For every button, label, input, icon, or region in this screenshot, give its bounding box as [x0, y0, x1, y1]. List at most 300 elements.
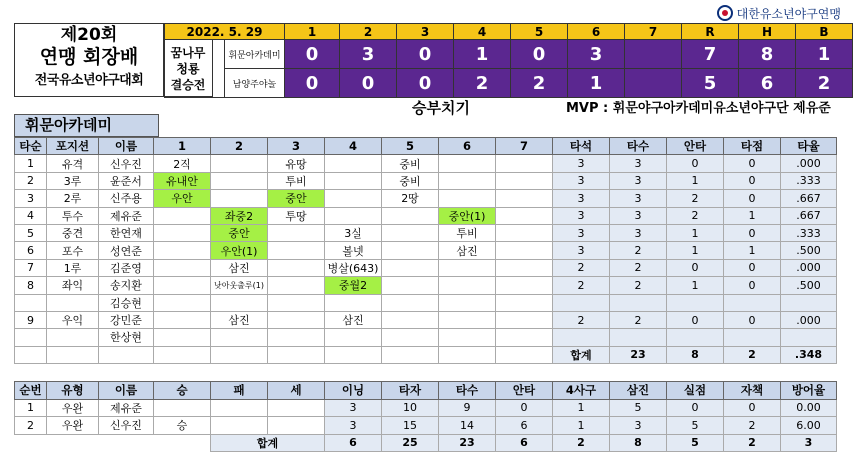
pitching-er: 2	[724, 417, 781, 435]
batting-stat-avg: .333	[781, 224, 837, 241]
batting-header-cell: 1	[154, 138, 211, 155]
total-label: 합계	[553, 346, 610, 363]
batting-header-cell: 7	[496, 138, 553, 155]
batting-order: 4	[15, 207, 47, 224]
batting-stat-avg: .500	[781, 242, 837, 259]
inning-result	[439, 155, 496, 172]
pitching-total-bb: 2	[553, 434, 610, 452]
batting-position: 포수	[47, 242, 99, 259]
score-cell: 2	[511, 69, 568, 98]
batting-position	[47, 294, 99, 311]
inning-result	[325, 207, 382, 224]
pitching-header-cell: 타수	[439, 382, 496, 400]
batting-row	[15, 172, 837, 189]
score-cell: 0	[511, 40, 568, 69]
batting-order	[15, 294, 47, 311]
hits-cell: 8	[739, 40, 796, 69]
batting-position: 중견	[47, 224, 99, 241]
pitching-ab: 9	[439, 399, 496, 417]
inning-result	[325, 190, 382, 207]
batting-stat-h	[667, 329, 724, 346]
pitching-row	[15, 399, 837, 417]
pitching-w	[154, 399, 211, 417]
hits-cell: 6	[739, 69, 796, 98]
inning-result: 우안(1)	[211, 242, 268, 259]
pitching-header-cell: 안타	[496, 382, 553, 400]
inning-result	[211, 294, 268, 311]
pitching-header-cell: 유형	[47, 382, 99, 400]
batting-stat-h: 2	[667, 207, 724, 224]
inning-result	[325, 329, 382, 346]
inning-result	[154, 311, 211, 328]
pitching-era: 0.00	[781, 399, 837, 417]
inning-result	[382, 294, 439, 311]
game-type-line1: 꿈나무	[170, 46, 206, 60]
batting-stat-avg: .000	[781, 259, 837, 276]
pitching-header-cell: 4사구	[553, 382, 610, 400]
pitching-name: 신우진	[99, 417, 154, 435]
inning-result	[154, 277, 211, 294]
bases-header: B	[796, 24, 853, 40]
batting-header-cell: 6	[439, 138, 496, 155]
pitching-era: 6.00	[781, 417, 837, 435]
pitching-r: 0	[667, 399, 724, 417]
empty-cell	[496, 346, 553, 363]
inning-result: 삼진	[211, 311, 268, 328]
tournament-title	[14, 23, 164, 97]
game-type	[164, 39, 213, 97]
batting-stat-pa: 3	[553, 224, 610, 241]
result-text: 승부치기	[412, 99, 470, 117]
batting-stat-pa: 3	[553, 172, 610, 189]
inning-result: 유내안	[154, 172, 211, 189]
inning-result	[154, 329, 211, 346]
pitching-r: 5	[667, 417, 724, 435]
batting-header-cell: 타율	[781, 138, 837, 155]
pitching-type: 우완	[47, 417, 99, 435]
pitching-header-cell: 실점	[667, 382, 724, 400]
runs-header: R	[682, 24, 739, 40]
inning-result	[382, 207, 439, 224]
inning-result	[496, 294, 553, 311]
batting-total-rbi: 2	[724, 346, 781, 363]
batting-stat-ab: 2	[610, 259, 667, 276]
inning-result	[496, 259, 553, 276]
inning-result	[154, 242, 211, 259]
batting-stat-ab: 3	[610, 207, 667, 224]
batting-stat-pa: 2	[553, 277, 610, 294]
inning-result	[325, 172, 382, 189]
pitching-header-cell: 승	[154, 382, 211, 400]
hits-header: H	[739, 24, 796, 40]
batting-stat-ab: 3	[610, 172, 667, 189]
batting-order: 8	[15, 277, 47, 294]
pitching-row	[15, 417, 837, 435]
batting-stat-h: 1	[667, 224, 724, 241]
empty-cell	[99, 346, 154, 363]
pitching-header-cell: 패	[211, 382, 268, 400]
batting-stat-h: 0	[667, 259, 724, 276]
pitching-header-cell: 이름	[99, 382, 154, 400]
batting-position: 3루	[47, 172, 99, 189]
pitching-h: 0	[496, 399, 553, 417]
batting-stat-h: 2	[667, 190, 724, 207]
pitching-total-era: 3	[781, 434, 837, 452]
inning-result	[382, 259, 439, 276]
org-name: 대한유소년야구연맹	[736, 6, 841, 21]
batting-order: 2	[15, 172, 47, 189]
batting-stat-h: 1	[667, 277, 724, 294]
pitching-bf: 10	[382, 399, 439, 417]
empty-cell	[154, 434, 211, 452]
inning-result: 병살(643)	[325, 259, 382, 276]
batting-position: 2루	[47, 190, 99, 207]
batting-position: 좌익	[47, 277, 99, 294]
pitching-total-ab: 23	[439, 434, 496, 452]
batting-order: 6	[15, 242, 47, 259]
inning-result	[496, 155, 553, 172]
inning-result	[268, 259, 325, 276]
inning-result	[154, 259, 211, 276]
pitching-table	[14, 381, 837, 452]
inning-result: 우안	[154, 190, 211, 207]
batting-stat-h: 1	[667, 242, 724, 259]
batting-stat-avg: .333	[781, 172, 837, 189]
inning-result: 중안	[211, 224, 268, 241]
empty-cell	[325, 346, 382, 363]
pitching-total-row	[15, 434, 837, 452]
pitching-ab: 14	[439, 417, 496, 435]
org-header	[717, 4, 841, 22]
batting-stat-rbi: 0	[724, 311, 781, 328]
batting-stat-avg: .667	[781, 207, 837, 224]
inning-header: 3	[397, 24, 454, 40]
inning-result	[496, 172, 553, 189]
pitching-so: 5	[610, 399, 667, 417]
batting-stat-pa: 2	[553, 259, 610, 276]
inning-result	[382, 224, 439, 241]
batting-stat-ab	[610, 329, 667, 346]
empty-cell	[439, 346, 496, 363]
score-cell: 3	[340, 40, 397, 69]
title-line3: 전국유소년야구대회	[34, 73, 144, 88]
score-cell: 1	[568, 69, 625, 98]
batting-header-cell: 5	[382, 138, 439, 155]
batting-stat-avg	[781, 294, 837, 311]
pitching-total-r: 5	[667, 434, 724, 452]
inning-result: 낫아웃출루(1)	[211, 277, 268, 294]
pitching-s	[268, 399, 325, 417]
scoreboard	[164, 23, 853, 98]
inning-result	[496, 311, 553, 328]
empty-cell	[268, 346, 325, 363]
batting-position: 유격	[47, 155, 99, 172]
inning-result: 중안(1)	[439, 207, 496, 224]
batting-header-cell: 타수	[610, 138, 667, 155]
inning-result	[154, 294, 211, 311]
batting-row	[15, 277, 837, 294]
empty-cell	[211, 346, 268, 363]
title-line1: 제20회	[60, 25, 118, 45]
inning-result: 2직	[154, 155, 211, 172]
batting-total-avg: .348	[781, 346, 837, 363]
batting-stat-ab: 3	[610, 155, 667, 172]
inning-result: 2땅	[382, 190, 439, 207]
batting-stat-avg: .000	[781, 311, 837, 328]
inning-result	[268, 311, 325, 328]
inning-header: 5	[511, 24, 568, 40]
inning-result	[268, 277, 325, 294]
empty-cell	[15, 434, 47, 452]
pitching-header-cell: 이닝	[325, 382, 382, 400]
inning-result	[211, 172, 268, 189]
inning-result	[439, 172, 496, 189]
inning-result: 중비	[382, 155, 439, 172]
batting-stat-avg	[781, 329, 837, 346]
empty-cell	[47, 346, 99, 363]
batting-stat-ab: 2	[610, 311, 667, 328]
player-name: 제유준	[99, 207, 154, 224]
inning-result: 중월2	[325, 277, 382, 294]
batting-stat-rbi: 1	[724, 207, 781, 224]
game-date: 2022. 5. 29	[165, 24, 285, 40]
inning-result	[439, 190, 496, 207]
player-name: 김승현	[99, 294, 154, 311]
batting-stat-ab: 3	[610, 224, 667, 241]
batting-stat-pa: 3	[553, 155, 610, 172]
batting-header-cell: 포지션	[47, 138, 99, 155]
batting-stat-avg: .667	[781, 190, 837, 207]
inning-result	[439, 294, 496, 311]
batting-stat-rbi: 0	[724, 155, 781, 172]
inning-result: 투비	[439, 224, 496, 241]
empty-cell	[99, 434, 154, 452]
mvp-text: MVP : 휘문야구아카데미유소년야구단 제유준	[566, 101, 831, 116]
player-name: 한상현	[99, 329, 154, 346]
batting-stat-ab: 2	[610, 242, 667, 259]
batting-stat-ab	[610, 294, 667, 311]
inning-result	[439, 329, 496, 346]
batting-stat-pa	[553, 329, 610, 346]
batting-row	[15, 155, 837, 172]
batting-position: 우익	[47, 311, 99, 328]
batting-stat-rbi	[724, 329, 781, 346]
pitching-total-bf: 25	[382, 434, 439, 452]
inning-result	[268, 242, 325, 259]
bases-cell: 1	[796, 40, 853, 69]
score-cell: 0	[340, 69, 397, 98]
inning-result	[439, 311, 496, 328]
batting-header-cell: 3	[268, 138, 325, 155]
inning-result: 투비	[268, 172, 325, 189]
inning-result: 3실	[325, 224, 382, 241]
batting-position	[47, 329, 99, 346]
inning-result	[382, 242, 439, 259]
pitching-bb: 1	[553, 417, 610, 435]
inning-result	[325, 294, 382, 311]
inning-result	[382, 311, 439, 328]
player-name: 신주용	[99, 190, 154, 207]
batting-stat-rbi: 0	[724, 259, 781, 276]
batting-row	[15, 294, 837, 311]
pitching-total-so: 8	[610, 434, 667, 452]
batting-order: 9	[15, 311, 47, 328]
inning-result	[382, 329, 439, 346]
score-cell: 3	[568, 40, 625, 69]
runs-cell: 5	[682, 69, 739, 98]
batting-stat-rbi: 0	[724, 172, 781, 189]
pitching-w: 승	[154, 417, 211, 435]
inning-header: 4	[454, 24, 511, 40]
bases-cell: 2	[796, 69, 853, 98]
batting-stat-avg: .500	[781, 277, 837, 294]
batting-stat-pa: 3	[553, 207, 610, 224]
score-cell: 1	[454, 40, 511, 69]
inning-result: 좌중2	[211, 207, 268, 224]
inning-result: 삼진	[325, 311, 382, 328]
runs-cell: 7	[682, 40, 739, 69]
inning-result: 삼진	[211, 259, 268, 276]
batting-header-cell: 타석	[553, 138, 610, 155]
batting-order: 3	[15, 190, 47, 207]
score-cell	[625, 40, 682, 69]
inning-result	[211, 190, 268, 207]
inning-result	[382, 277, 439, 294]
batting-total-h: 8	[667, 346, 724, 363]
pitching-header-cell: 순번	[15, 382, 47, 400]
score-cell: 0	[285, 40, 340, 69]
empty-cell	[15, 346, 47, 363]
inning-result	[211, 329, 268, 346]
pitching-total-h: 6	[496, 434, 553, 452]
player-name: 신우진	[99, 155, 154, 172]
player-name: 김준영	[99, 259, 154, 276]
batting-order: 1	[15, 155, 47, 172]
batting-header-cell: 안타	[667, 138, 724, 155]
inning-result	[439, 259, 496, 276]
batting-row	[15, 207, 837, 224]
pitching-l	[211, 399, 268, 417]
batting-row	[15, 329, 837, 346]
batting-stat-h	[667, 294, 724, 311]
batting-stat-pa: 3	[553, 242, 610, 259]
pitching-header-cell: 방어율	[781, 382, 837, 400]
empty-cell	[382, 346, 439, 363]
pitching-bf: 15	[382, 417, 439, 435]
title-line2: 연맹 회장배	[39, 46, 139, 68]
team-name: 남양주야놀	[225, 69, 285, 98]
batting-stat-pa	[553, 294, 610, 311]
inning-result	[496, 277, 553, 294]
player-name: 한연재	[99, 224, 154, 241]
inning-result: 유땅	[268, 155, 325, 172]
inning-result	[439, 277, 496, 294]
empty-cell	[154, 346, 211, 363]
batting-header-cell: 4	[325, 138, 382, 155]
player-name: 윤준서	[99, 172, 154, 189]
batting-header-cell: 타점	[724, 138, 781, 155]
pitching-type: 우완	[47, 399, 99, 417]
batting-order	[15, 329, 47, 346]
empty-cell	[47, 434, 99, 452]
batting-total-row	[15, 346, 837, 363]
pitching-h: 6	[496, 417, 553, 435]
batting-row	[15, 259, 837, 276]
batting-stat-h: 1	[667, 172, 724, 189]
inning-result	[496, 329, 553, 346]
batting-stat-rbi: 0	[724, 277, 781, 294]
score-cell: 2	[454, 69, 511, 98]
batting-order: 5	[15, 224, 47, 241]
pitching-header-cell: 세	[268, 382, 325, 400]
inning-result	[268, 294, 325, 311]
pitching-no: 1	[15, 399, 47, 417]
pitching-header-cell: 타자	[382, 382, 439, 400]
batting-row	[15, 242, 837, 259]
inning-result: 중안	[268, 190, 325, 207]
pitching-ip: 3	[325, 399, 382, 417]
player-name: 강민준	[99, 311, 154, 328]
game-type-line3: 결승전	[170, 78, 206, 92]
score-cell: 0	[285, 69, 340, 98]
inning-result: 볼넷	[325, 242, 382, 259]
inning-result	[154, 224, 211, 241]
pitching-s	[268, 417, 325, 435]
player-name: 성연준	[99, 242, 154, 259]
inning-header: 6	[568, 24, 625, 40]
league-logo-icon	[717, 5, 733, 21]
batting-stat-rbi: 0	[724, 224, 781, 241]
inning-result: 투땅	[268, 207, 325, 224]
pitching-name: 제유준	[99, 399, 154, 417]
score-cell: 0	[397, 40, 454, 69]
batting-position: 투수	[47, 207, 99, 224]
batting-row	[15, 311, 837, 328]
inning-header: 2	[340, 24, 397, 40]
batting-table	[14, 137, 837, 364]
batting-stat-avg: .000	[781, 155, 837, 172]
batting-header-cell: 이름	[99, 138, 154, 155]
batting-position: 1루	[47, 259, 99, 276]
inning-result: 삼진	[439, 242, 496, 259]
batting-total-ab: 23	[610, 346, 667, 363]
batting-stat-h: 0	[667, 311, 724, 328]
inning-result	[496, 224, 553, 241]
pitching-total-ip: 6	[325, 434, 382, 452]
inning-result	[268, 329, 325, 346]
inning-header: 1	[285, 24, 340, 40]
inning-result	[496, 190, 553, 207]
batting-stat-rbi: 1	[724, 242, 781, 259]
pitching-bb: 1	[553, 399, 610, 417]
batting-stat-rbi: 0	[724, 190, 781, 207]
batting-row	[15, 190, 837, 207]
inning-result	[325, 155, 382, 172]
total-label: 합계	[211, 434, 325, 452]
batting-stat-pa: 2	[553, 311, 610, 328]
batting-stat-rbi	[724, 294, 781, 311]
batting-stat-ab: 2	[610, 277, 667, 294]
pitching-ip: 3	[325, 417, 382, 435]
pitching-no: 2	[15, 417, 47, 435]
batting-order: 7	[15, 259, 47, 276]
inning-header: 7	[625, 24, 682, 40]
inning-result	[154, 207, 211, 224]
inning-result	[268, 224, 325, 241]
batting-row	[15, 224, 837, 241]
pitching-er: 0	[724, 399, 781, 417]
inning-result	[211, 155, 268, 172]
